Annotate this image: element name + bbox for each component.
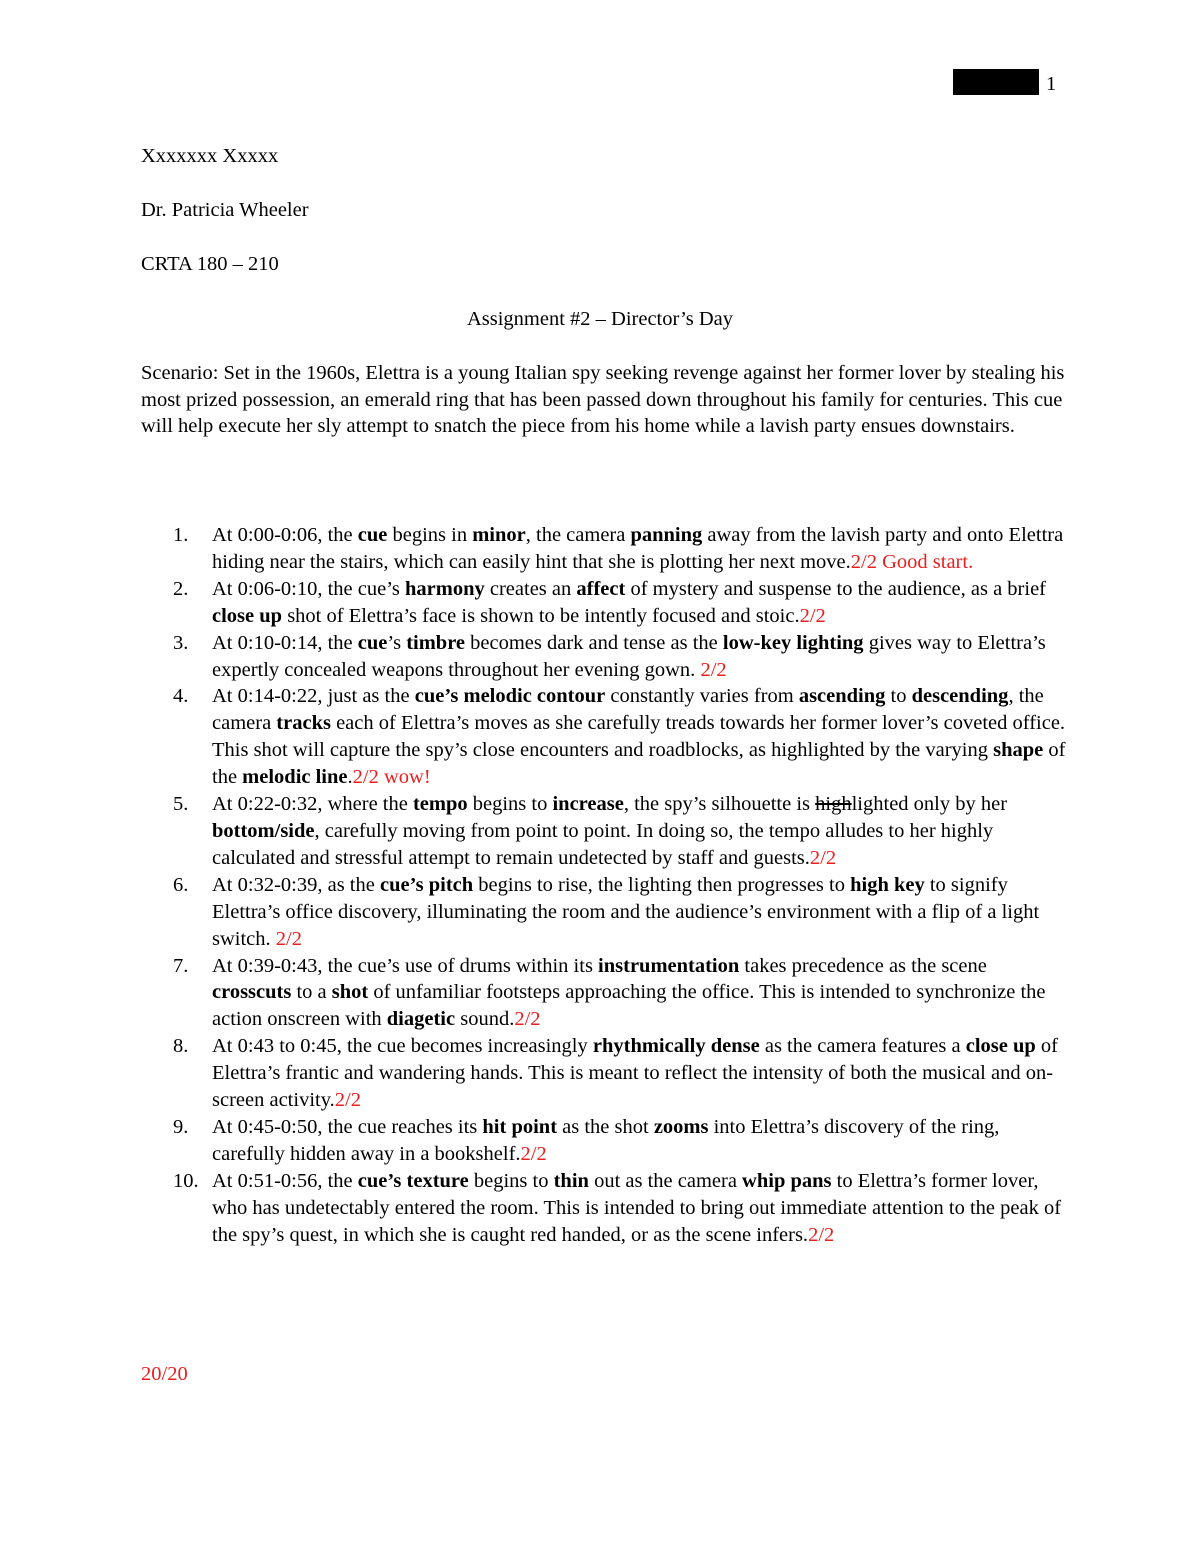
cue-text [212, 872, 1066, 953]
cue-item [141, 1168, 1066, 1249]
cue-text-segment: At 0:06-0:10, the cue’s [212, 577, 406, 600]
bold-term: close up [965, 1035, 1036, 1058]
bold-term: increase [552, 793, 624, 816]
cue-text-segment: . [347, 766, 353, 789]
cue-text [212, 683, 1066, 791]
cue-text-segment: At 0:43 to 0:45, the cue becomes increasingly [212, 1035, 593, 1058]
grade-comment: 2/2 [334, 1089, 361, 1112]
cue-text-segment: , carefully moving from point to point. In doing so, the tempo alludes to her highly calculated and stressful attempt to remain undetected by staff and guests. [212, 819, 994, 869]
bold-term: cue’s texture [357, 1169, 469, 1192]
cue-text [212, 953, 1066, 1034]
redacted-name-block [953, 69, 1039, 95]
cue-text-segment: , the camera [525, 524, 631, 546]
cue-item [141, 1114, 1066, 1168]
cue-text-segment: , the camera [212, 685, 1044, 735]
bold-term: cue [357, 524, 388, 546]
cue-text-segment: ’s [387, 631, 407, 654]
cue-text-segment: to [885, 685, 912, 708]
bold-term: harmony [405, 577, 485, 600]
scenario-paragraph: Scenario: Set in the 1960s, Elettra is a young Italian spy seeking revenge against her former lover by stealing his most prized possession, an emerald ring that has been passed down throughout his family for centuries. This cue will help execute her sly attempt to snatch the piece from his home while a lavish party ensues downstairs. [141, 362, 1065, 437]
cue-text-segment: At 0:51-0:56, the [212, 1169, 358, 1192]
bold-term: rhythmically dense [592, 1035, 760, 1058]
cue-text-segment: into Elettra’s discovery of the ring, carefully hidden away in a bookshelf. [212, 1115, 1000, 1165]
bold-term: shot [331, 981, 369, 1004]
cue-text-segment: of unfamiliar footsteps approaching the office. This is intended to synchronize the action onscreen with [212, 981, 1046, 1031]
struck-text: high [815, 793, 852, 816]
cue-text-segment: , the spy’s silhouette is [623, 793, 816, 816]
cue-text [212, 1033, 1066, 1114]
cue-number: 8. [173, 1035, 189, 1058]
cue-text-segment: shot of Elettra’s face is shown to be intently focused and stoic. [282, 604, 800, 627]
cue-text-segment: At 0:22-0:32, where the [212, 793, 413, 816]
cue-number: 1. [173, 524, 189, 546]
bold-term: panning [630, 524, 703, 546]
cue-text-segment: At 0:39-0:43, the cue’s use of drums within its [212, 954, 599, 977]
cue-text-segment: each of Elettra’s moves as she carefully treads towards her former lover’s coveted office. This shot will capture the spy’s close encounters and roadblocks, as highlighted by the varying [212, 712, 1066, 762]
cue-text-segment: of the [212, 739, 1066, 789]
bold-term: cue’s melodic contour [414, 685, 606, 708]
grade-comment: 2/2 wow! [352, 766, 431, 789]
cue-item [141, 630, 1066, 684]
cue-text-segment: begins in [387, 524, 473, 546]
grade-comment: 2/2 [514, 1008, 541, 1031]
cue-text-segment: gives way to Elettra’s expertly concealed weapons throughout her evening gown. [212, 631, 1046, 681]
cue-text-segment: to signify Elettra’s office discovery, illuminating the room and the audience’s environment with a flip of a light switch. [212, 873, 1040, 950]
cue-number: 6. [173, 873, 189, 896]
bold-term: bottom/side [212, 819, 315, 842]
cue-text [212, 576, 1066, 630]
cue-item [141, 522, 1066, 576]
bold-term: shape [993, 739, 1044, 762]
total-score: 20/20 [141, 1363, 188, 1385]
cue-text [212, 1168, 1066, 1249]
bold-term: diagetic [386, 1008, 456, 1031]
cue-number: 9. [173, 1115, 189, 1138]
bold-term: thin [553, 1169, 589, 1192]
cue-text-segment: At 0:14-0:22, just as the [212, 685, 415, 708]
bold-term: crosscuts [212, 981, 292, 1004]
bold-term: timbre [406, 631, 466, 654]
cue-list [141, 522, 1066, 1248]
cue-text-segment: At 0:45-0:50, the cue reaches its [212, 1115, 483, 1138]
cue-item [141, 953, 1066, 1034]
assignment-title: Assignment #2 – Director’s Day [466, 308, 734, 330]
cue-number: 2. [173, 577, 189, 600]
page-number: 1 [1046, 73, 1057, 95]
cue-text [212, 630, 1066, 684]
cue-item [141, 791, 1066, 872]
cue-number: 5. [173, 793, 189, 816]
grade-comment: 2/2 [808, 1223, 835, 1246]
cue-text [212, 791, 1066, 872]
cue-text-segment: begins to [468, 1169, 554, 1192]
grade-comment: 2/2 [700, 658, 727, 681]
student-name: Xxxxxxx Xxxxx [141, 145, 279, 167]
cue-text [212, 522, 1066, 576]
grade-comment: 2/2 [275, 927, 302, 950]
cue-text-segment: of Elettra’s frantic and wandering hands. This is meant to reflect the intensity of both the musical and on-screen activity. [212, 1035, 1058, 1112]
cue-item [141, 872, 1066, 953]
cue-text-segment: becomes dark and tense as the [465, 631, 723, 654]
cue-text-segment: to a [291, 981, 332, 1004]
bold-term: descending [911, 685, 1009, 708]
bold-term: affect [576, 577, 626, 600]
bold-term: close up [212, 604, 283, 627]
cue-text-segment: as the camera features a [759, 1035, 966, 1058]
cue-text-segment: constantly varies from [605, 685, 799, 708]
cue-text-segment: away from the lavish party and onto Elettra hiding near the stairs, which can easily hint that she is plotting her next move. [212, 524, 1064, 573]
grade-comment: 2/2 [799, 604, 826, 627]
cue-text [212, 1114, 1066, 1168]
bold-term: cue [357, 631, 388, 654]
cue-text-segment: begins to rise, the lighting then progresses to [473, 873, 851, 896]
cue-text-segment: as the shot [557, 1115, 654, 1138]
bold-term: low-key lighting [722, 631, 864, 654]
bold-term: tracks [276, 712, 331, 735]
bold-term: zooms [653, 1115, 709, 1138]
cue-item [141, 683, 1066, 791]
bold-term: minor [472, 524, 526, 546]
grade-comment: 2/2 [520, 1142, 547, 1165]
cue-text-segment: At 0:32-0:39, as the [212, 873, 380, 896]
bold-term: whip pans [742, 1169, 832, 1192]
cue-text-segment: lighted only by her [851, 793, 1008, 816]
instructor-name: Dr. Patricia Wheeler [141, 199, 309, 221]
bold-term: instrumentation [598, 954, 740, 977]
cue-text-segment: begins to [467, 793, 553, 816]
cue-text-segment: to Elettra’s former lover, who has undetectably entered the room. This is intended to bring out immediate attention to the peak of the spy’s quest, in which she is caught red handed, or as the scene infers. [212, 1169, 1062, 1246]
cue-text-segment: At 0:00-0:06, the [212, 524, 358, 546]
bold-term: hit point [482, 1115, 558, 1138]
cue-number: 7. [173, 954, 189, 977]
bold-term: tempo [412, 793, 468, 816]
cue-number: 4. [173, 685, 189, 708]
cue-text-segment: of mystery and suspense to the audience, as a brief [625, 577, 1046, 600]
grade-comment: 2/2 [809, 846, 837, 869]
cue-item [141, 576, 1066, 630]
bold-term: melodic line [242, 766, 348, 789]
cue-text-segment: takes precedence as the scene [739, 954, 987, 977]
cue-text-segment: sound. [455, 1008, 515, 1031]
grade-comment: 2/2 Good start. [850, 550, 974, 573]
bold-term: high key [850, 873, 925, 896]
course-code: CRTA 180 – 210 [141, 253, 279, 275]
bold-term: ascending [798, 685, 886, 708]
cue-item [141, 1033, 1066, 1114]
cue-number: 3. [173, 631, 189, 654]
cue-text-segment: out as the camera [588, 1169, 743, 1192]
cue-text-segment: creates an [484, 577, 577, 600]
cue-number: 10. [173, 1169, 199, 1192]
bold-term: cue’s pitch [379, 873, 474, 896]
cue-text-segment: At 0:10-0:14, the [212, 631, 358, 654]
